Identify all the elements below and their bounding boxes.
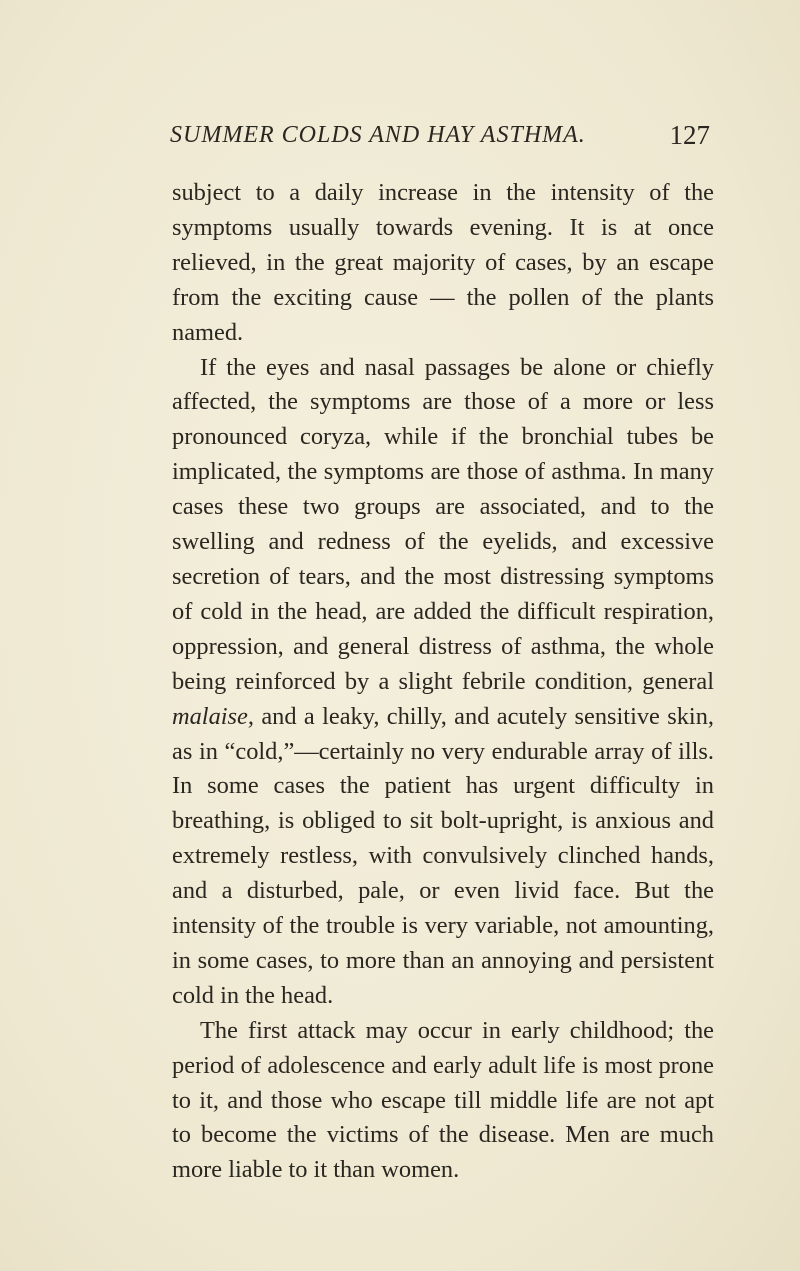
paragraph-2-part-1: If the eyes and nasal passages be alone or chiefly affected, the symptoms are those of a more or less pronounced coryza, while if the bronchial tubes be implicated, the symptoms are those of asthma. In many cases these two groups are associated, and to the swelling and redness of the eyelids, and excessive secretion of tears, and the most distressing symptoms of cold in the head, are added the difficult respiration, oppression, and general distress of asthma, the whole being reinforced by a slight febrile condition, general bbox=[172, 353, 714, 695]
running-title: SUMMER COLDS AND HAY ASTHMA. bbox=[170, 122, 586, 148]
paragraph-3: The first attack may occur in early childhood; the period of adolescence and early adult life is most prone to it, and those who escape till middle life are not apt to become the victims of the disease. Men are much more liable to it than women. bbox=[172, 1016, 714, 1184]
body-text bbox=[172, 176, 714, 1188]
paragraph-2-part-2: and a leaky, chilly, and acutely sensitive skin, as in “cold,”—certainly no very endurable array of ills. In some cases the patient has urgent difficulty in breathing, is obliged to sit bolt-upright, is anxious and extremely restless, with convulsively clinched hands, and a disturbed, pale, or even livid face. But the intensity of the trouble is very variable, not amounting, in some cases, to more than an annoying and persistent cold in the head. bbox=[172, 702, 714, 1009]
running-head bbox=[170, 122, 710, 162]
paragraph-2 bbox=[172, 351, 714, 1014]
page-number: 127 bbox=[669, 120, 710, 150]
italic-term: malaise, bbox=[172, 702, 254, 730]
paragraph-1: subject to a daily increase in the intensity of the symptoms usually towards evening. It is at once relieved, in the great majority of cases, by an escape from the exciting cause — the pollen of the plants named. bbox=[172, 179, 714, 346]
